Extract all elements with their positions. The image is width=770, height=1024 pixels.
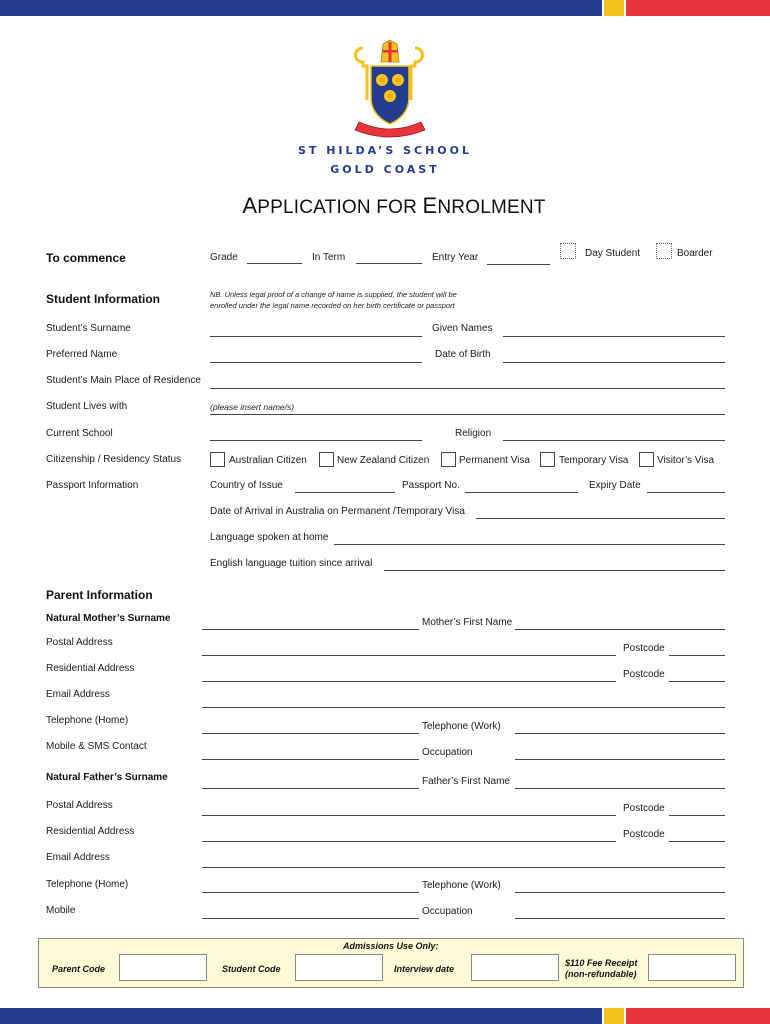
mother-postal-postcode-field[interactable] [669,655,725,656]
passport-info-label: Passport Information [46,480,139,491]
language-home-label: Language spoken at home [210,532,329,543]
father-mobile-label: Mobile [46,905,76,916]
mother-residential-address-field[interactable] [202,681,616,682]
father-postal-postcode-label: Postcode [623,803,665,814]
father-first-name-label: Father’s First Name [422,776,510,787]
father-telephone-work-label: Telephone (Work) [422,880,501,891]
father-occupation-field[interactable] [515,918,725,919]
mother-telephone-home-label: Telephone (Home) [46,715,129,726]
parent-code-box[interactable] [119,954,207,981]
mother-occupation-field[interactable] [515,759,725,760]
mother-telephone-work-label: Telephone (Work) [422,721,501,732]
bottom-band-gold [604,1008,624,1024]
mother-mobile-label: Mobile & SMS Contact [46,741,147,752]
title-cap-2: E [422,193,438,218]
english-tuition-field[interactable] [384,570,725,571]
father-postal-postcode-field[interactable] [669,815,725,816]
lives-with-label: Student Lives with [46,401,128,412]
lives-with-field[interactable] [210,414,725,415]
father-mobile-field[interactable] [202,918,419,919]
mother-residential-postcode-label: Postcode [623,669,665,680]
residence-label: Student’s Main Place of Residence [46,375,201,386]
father-occupation-label: Occupation [422,906,473,917]
name-note-line-2: enrolled under the legal name recorded on her birth certificate or passport [210,301,455,310]
mother-mobile-field[interactable] [202,759,419,760]
top-band-navy [0,0,602,16]
title-rest-1: PPLICATION FOR [257,197,423,218]
father-telephone-work-field[interactable] [515,892,725,893]
boarder-checkbox[interactable] [656,243,672,259]
given-names-label: Given Names [432,323,493,334]
student-info-heading: Student Information [46,292,160,306]
mother-occupation-label: Occupation [422,747,473,758]
bottom-band-red [626,1008,770,1024]
grade-label: Grade [210,252,238,263]
country-of-issue-label: Country of Issue [210,480,283,491]
entry-year-label: Entry Year [432,252,479,263]
school-crest-icon [345,40,435,140]
temporary-visa-label: Temporary Visa [559,455,629,466]
interview-date-label: Interview date [394,964,455,974]
father-surname-field[interactable] [202,788,419,789]
father-residential-address-label: Residential Address [46,826,135,837]
day-student-checkbox[interactable] [560,243,576,259]
to-commence-heading: To commence [46,251,126,265]
english-tuition-label: English language tuition since arrival [210,558,373,569]
bottom-band-navy [0,1008,602,1024]
father-email-field[interactable] [202,867,725,868]
student-surname-label: Student’s Surname [46,323,131,334]
visitors-visa-label: Visitor’s Visa [657,455,715,466]
bottom-color-band [0,1008,770,1024]
mother-residential-address-label: Residential Address [46,663,135,674]
father-residential-address-field[interactable] [202,841,616,842]
country-of-issue-field[interactable] [295,492,395,493]
parent-code-label: Parent Code [52,964,106,974]
father-email-label: Email Address [46,852,110,863]
dob-field[interactable] [503,362,725,363]
religion-label: Religion [455,428,492,439]
father-telephone-home-field[interactable] [202,892,419,893]
dob-label: Date of Birth [435,349,491,360]
citizenship-label: Citizenship / Residency Status [46,454,182,465]
lives-with-hint: (please insert name/s) [210,402,295,412]
school-name: ST HILDA’S SCHOOL [297,144,473,157]
religion-field[interactable] [503,440,725,441]
top-band-red [626,0,770,16]
form-title [0,193,770,219]
father-postal-address-field[interactable] [202,815,616,816]
student-code-box[interactable] [295,954,383,981]
mother-telephone-work-field[interactable] [515,733,725,734]
australian-citizen-label: Australian Citizen [229,455,307,466]
temporary-visa-checkbox[interactable] [540,452,555,467]
current-school-label: Current School [46,428,113,439]
father-postal-address-label: Postal Address [46,800,113,811]
mother-email-field[interactable] [202,707,725,708]
arrival-date-label: Date of Arrival in Australia on Permanent /Temporary Visa [210,506,465,517]
top-band-gold [604,0,624,16]
fee-receipt-box[interactable] [648,954,736,981]
student-surname-field[interactable] [210,336,422,337]
new-zealand-citizen-checkbox[interactable] [319,452,334,467]
australian-citizen-checkbox[interactable] [210,452,225,467]
mother-postal-address-field[interactable] [202,655,616,656]
mother-email-label: Email Address [46,689,110,700]
preferred-name-field[interactable] [210,362,422,363]
mother-postal-postcode-label: Postcode [623,643,665,654]
mother-surname-field[interactable] [202,629,419,630]
fee-receipt-line-2: (non-refundable) [565,969,637,979]
mother-telephone-home-field[interactable] [202,733,419,734]
residence-field[interactable] [210,388,725,389]
current-school-field[interactable] [210,440,422,441]
day-student-label: Day Student [585,248,641,259]
admissions-title: Admissions Use Only: [343,941,439,951]
top-color-band [0,0,770,16]
father-first-name-field[interactable] [515,788,725,789]
title-cap-1: A [242,193,258,218]
in-term-field[interactable] [356,263,422,264]
mother-first-name-label: Mother’s First Name [422,617,513,628]
visitors-visa-checkbox[interactable] [639,452,654,467]
passport-no-label: Passport No. [402,480,460,491]
name-note-line-1: NB. Unless legal proof of a change of name is supplied, the student will be [210,290,457,299]
admissions-panel [38,938,744,988]
interview-date-box[interactable] [471,954,559,981]
father-residential-postcode-label: Postcode [623,829,665,840]
arrival-date-field[interactable] [476,518,725,519]
language-home-field[interactable] [334,544,725,545]
title-rest-2: NROLMENT [437,197,546,218]
student-code-label: Student Code [222,964,281,974]
school-location: GOLD COAST [330,163,440,176]
father-telephone-home-label: Telephone (Home) [46,879,129,890]
in-term-label: In Term [312,252,346,263]
new-zealand-citizen-label: New Zealand Citizen [337,455,430,466]
expiry-date-field[interactable] [647,492,725,493]
permanent-visa-label: Permanent Visa [459,455,530,466]
expiry-date-label: Expiry Date [589,480,641,491]
mother-first-name-field[interactable] [515,629,725,630]
grade-field[interactable] [247,263,302,264]
mother-residential-postcode-field[interactable] [669,681,725,682]
preferred-name-label: Preferred Name [46,349,118,360]
fee-receipt-line-1: $110 Fee Receipt [565,958,638,968]
entry-year-field[interactable] [487,264,550,265]
mother-postal-address-label: Postal Address [46,637,113,648]
father-residential-postcode-field[interactable] [669,841,725,842]
mother-surname-label: Natural Mother’s Surname [46,613,171,624]
father-surname-label: Natural Father’s Surname [46,772,168,783]
passport-no-field[interactable] [465,492,578,493]
parent-info-heading: Parent Information [46,588,153,602]
boarder-label: Boarder [677,248,713,259]
permanent-visa-checkbox[interactable] [441,452,456,467]
given-names-field[interactable] [503,336,725,337]
